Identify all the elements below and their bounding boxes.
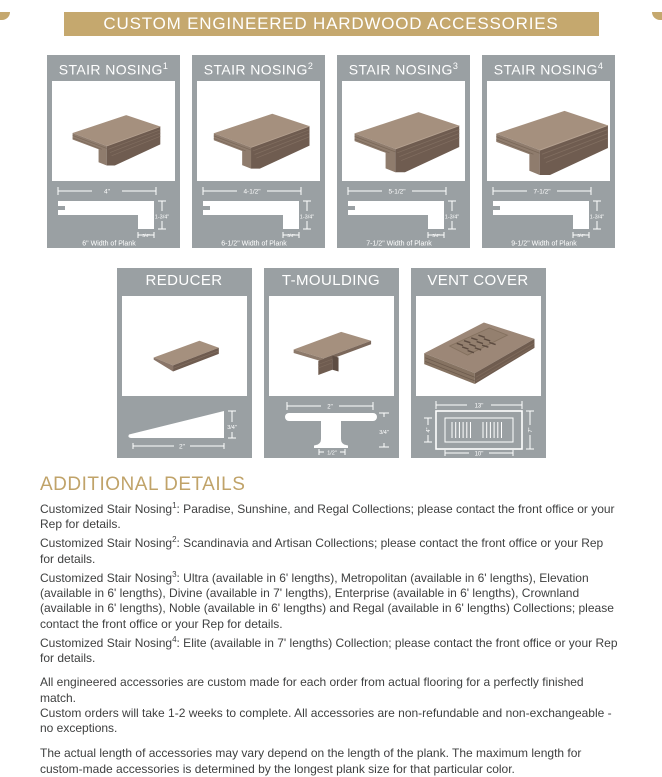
stair-nosing-photo [61,92,167,169]
vent-cover-diagram [413,398,544,458]
reducer-product-image [122,296,247,396]
stair-nosing-product-image [342,81,465,181]
page-title: CUSTOM ENGINEERED HARDWOOD ACCESSORIES [103,14,559,33]
nosing-note-2 [40,535,618,566]
t-moulding-photo [274,302,389,390]
stair-nosing-photo [487,82,610,181]
nosing-note-3 [40,570,618,632]
top-dimension-label: 5-1/2" [388,188,406,196]
note-text: : Paradise, Sunshine, and Regal Collections; please contact the front office or your Rep for details. [40,502,615,532]
stair-nosing-photo [201,89,316,173]
card-title-text: STAIR NOSING [493,61,598,78]
height-dimension-label: 1-3/4" [444,214,460,221]
right-dimension-label: 7" [527,427,534,433]
top-dimension-label: 4-1/2" [243,188,261,196]
note-sup: 4 [172,634,177,644]
t-moulding-diagram [269,398,394,458]
top-dimension-label: 13" [474,403,483,410]
plank-width-label: 9-1/2" Width of Plank [511,240,577,247]
t-moulding-product-image [269,296,394,396]
note-text: : Ultra (available in 6' lengths), Metropolitan (available in 6' lengths), Elevation (available in 6' lengths), Divine (available in 7' lengths), Enterprise (available in 6' lengths), Crownland (available in 6' lengths), Noble (available in 6' lengths) and Regal (available in 6' lengths) Collections; please contact the front office or your Rep for details. [40,570,614,631]
nosing-note-1 [40,501,618,532]
height-dimension-label: 3/4" [378,430,389,436]
note-prefix: Customized Stair Nosing [40,635,173,650]
stair-nosing-diagram [52,183,175,247]
length-disclaimer-paragraph: The actual length of accessories may vary depend on the length of the plank. The maximum length for custom-made accessories is determined by the longest plank size for that particular color. [40,746,582,776]
paragraph-line: Custom orders will take 1-2 weeks to complete. All accessories are non-refundable and non-exchangeable - no exceptions. [40,705,612,736]
card-title-sup: 1 [162,61,169,71]
bottom-dimension-label: 10" [474,451,483,458]
height-dimension-label: 3/4" [226,425,237,431]
note-text: : Scandinavia and Artisan Collections; please contact the front office or your Rep for details. [40,536,604,566]
stair-nosing-diagram [487,183,610,247]
stair-nosing-diagram [342,183,465,247]
note-sup: 3 [172,569,177,579]
note-prefix: Customized Stair Nosing [40,502,173,516]
note-sup: 1 [172,501,177,510]
additional-details-section [40,474,618,777]
bottom-dimension-label: 1/2" [326,450,337,457]
stair-nosing-diagram [197,183,320,247]
card-title [47,55,180,78]
stair-nosing-card-2 [192,55,325,248]
stair-nosing-product-image [487,81,610,181]
vent-cover-card [411,268,546,458]
accessories-row [0,268,662,458]
height-dimension-label: 1-3/4" [299,214,315,221]
custom-order-paragraph [40,675,618,736]
card-title-text: STAIR NOSING [203,61,308,78]
reducer-card [117,268,252,458]
vent-cover-product-image [416,296,541,396]
top-dimension-label: 7-1/2" [533,188,551,196]
corner-ornament-right [652,12,662,20]
plank-width-label: 6" Width of Plank [82,240,136,247]
stair-nosing-product-image [52,81,175,181]
card-title [192,55,325,78]
section-heading: ADDITIONAL DETAILS [40,474,246,495]
stair-nosing-card-1 [47,55,180,248]
lip-dimension-label: 3/4" [142,232,150,238]
reducer-diagram [122,398,247,454]
top-dimension-label: 4" [104,188,110,196]
corner-ornament-left [0,12,10,20]
reducer-photo [127,302,242,390]
plank-width-label: 7-1/2" Width of Plank [366,240,432,247]
top-dimension-label: 2" [326,404,333,411]
card-title-text: STAIR NOSING [348,61,453,78]
card-title: VENT COVER [427,272,529,289]
left-dimension-label: 4" [425,427,432,433]
card-title: T-MOULDING [281,272,381,289]
stair-nosing-photo [342,85,465,177]
stair-nosing-row [0,55,662,248]
note-sup: 2 [172,535,177,545]
plank-width-label: 6-1/2" Width of Plank [221,240,287,247]
lip-dimension-label: 3/4" [577,232,585,238]
stair-nosing-card-3 [337,55,470,248]
note-text: : Elite (available in 7' lengths) Collection; please contact the front office or your Rep for details. [40,635,618,666]
stair-nosing-product-image [197,81,320,181]
card-title-sup: 3 [452,61,459,71]
nosing-note-4 [40,635,618,666]
card-title: REDUCER [145,272,223,289]
t-moulding-card [264,268,399,458]
lip-dimension-label: 3/4" [287,232,295,238]
card-title-sup: 4 [597,61,604,71]
note-prefix: Customized Stair Nosing [40,570,173,585]
card-title [482,55,615,78]
note-prefix: Customized Stair Nosing [40,536,173,551]
page-title-banner [64,12,599,36]
height-dimension-label: 1-3/4" [589,214,605,221]
card-title-sup: 2 [307,61,314,71]
stair-nosing-card-4 [482,55,615,248]
card-title-text: STAIR NOSING [58,61,163,78]
width-dimension-label: 2" [178,443,185,451]
card-title [337,55,470,78]
paragraph-line: All engineered accessories are custom made for each order from actual flooring for a perfectly finished match. [40,675,584,705]
height-dimension-label: 1-3/4" [154,214,170,221]
lip-dimension-label: 3/4" [432,232,440,238]
vent-cover-photo [417,299,539,394]
